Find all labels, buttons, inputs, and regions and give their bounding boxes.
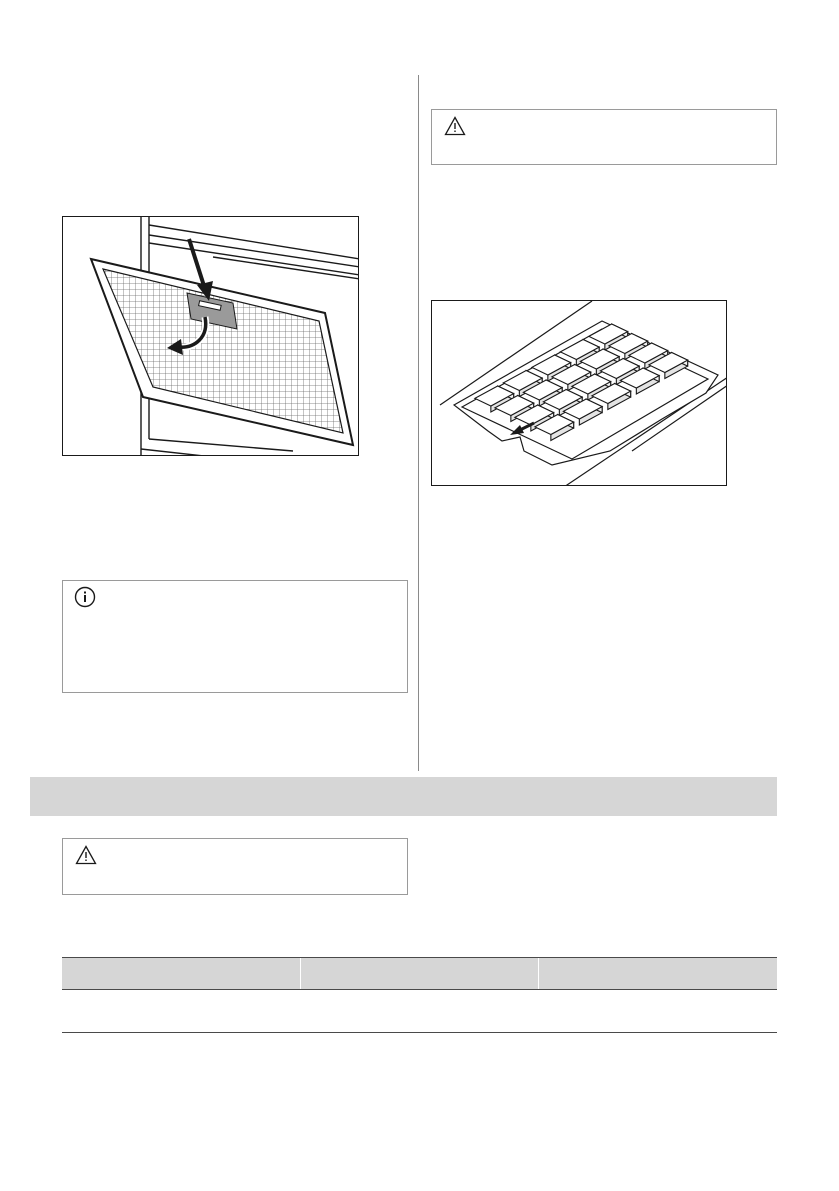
column-separator (300, 958, 301, 989)
info-notice (62, 580, 408, 693)
table-row (62, 990, 777, 1033)
column-separator (538, 958, 539, 989)
section-heading-band (30, 777, 777, 816)
table-header-row (62, 957, 777, 990)
warning-notice-bottom (62, 838, 408, 895)
warning-triangle-icon (75, 845, 97, 865)
grease-filter-figure (62, 216, 359, 456)
carbon-filter-figure (431, 300, 727, 486)
grease-filter-illustration (63, 217, 359, 456)
column-divider (418, 75, 419, 771)
carbon-filter-illustration (432, 301, 727, 486)
warning-triangle-icon (444, 116, 466, 136)
info-circle-icon (74, 586, 96, 608)
warning-notice-top (431, 109, 777, 165)
data-table (62, 957, 777, 1033)
